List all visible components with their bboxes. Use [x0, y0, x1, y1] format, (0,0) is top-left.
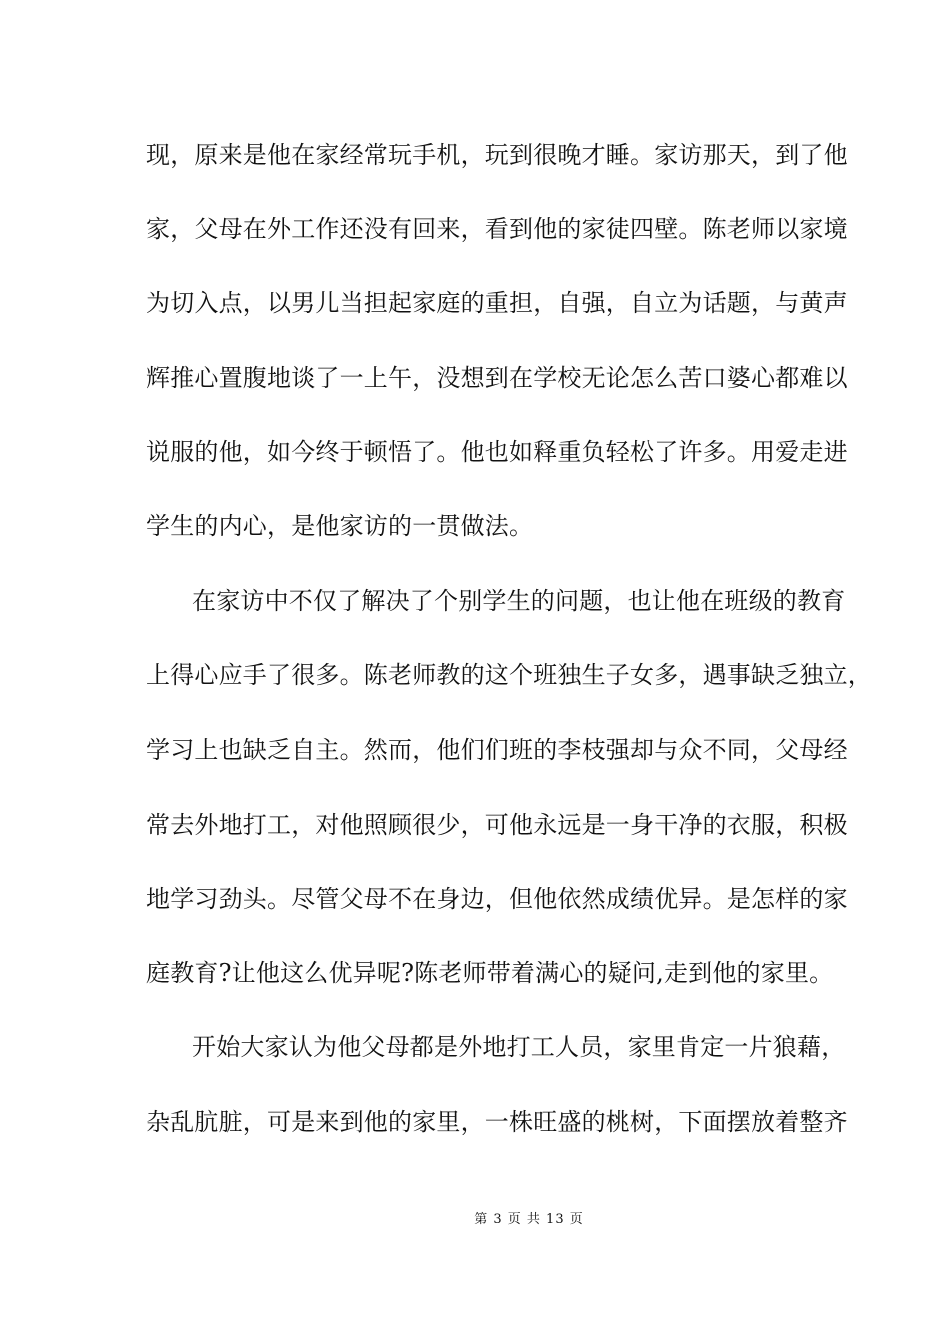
text-line: 杂乱肮脏，可是来到他的家里，一株旺盛的桃树，下面摆放着整齐: [146, 1108, 848, 1136]
text-line: 为切入点，以男儿当担起家庭的重担，自强，自立为话题，与黄声: [146, 289, 848, 317]
text-line: 在家访中不仅了解决了个别学生的问题，也让他在班级的教育: [192, 587, 846, 615]
text-line: 上得心应手了很多。陈老师教的这个班独生子女多，遇事缺乏独立，: [146, 661, 872, 689]
text-line: 地学习劲头。尽管父母不在身边，但他依然成绩优异。是怎样的家: [146, 885, 848, 913]
text-line: 常去外地打工，对他照顾很少，可他永远是一身干净的衣服，积极: [146, 811, 848, 839]
text-line: 现，原来是他在家经常玩手机，玩到很晚才睡。家访那天，到了他: [146, 141, 848, 169]
text-line: 学生的内心，是他家访的一贯做法。: [146, 512, 534, 540]
text-line: 开始大家认为他父母都是外地打工人员，家里肯定一片狼藉，: [192, 1033, 846, 1061]
text-line: 庭教育?让他这么优异呢?陈老师带着满心的疑问,走到他的家里。: [146, 959, 834, 987]
text-line: 学习上也缺乏自主。然而，他们们班的李枝强却与众不同，父母经: [146, 736, 848, 764]
page-number-footer: 第 3 页 共 13 页: [474, 1212, 584, 1227]
text-line: 家，父母在外工作还没有回来，看到他的家徒四壁。陈老师以家境: [146, 215, 848, 243]
text-line: 辉推心置腹地谈了一上午，没想到在学校无论怎么苦口婆心都难以: [146, 364, 848, 392]
text-line: 说服的他，如今终于顿悟了。他也如释重负轻松了许多。用爱走进: [146, 438, 848, 466]
